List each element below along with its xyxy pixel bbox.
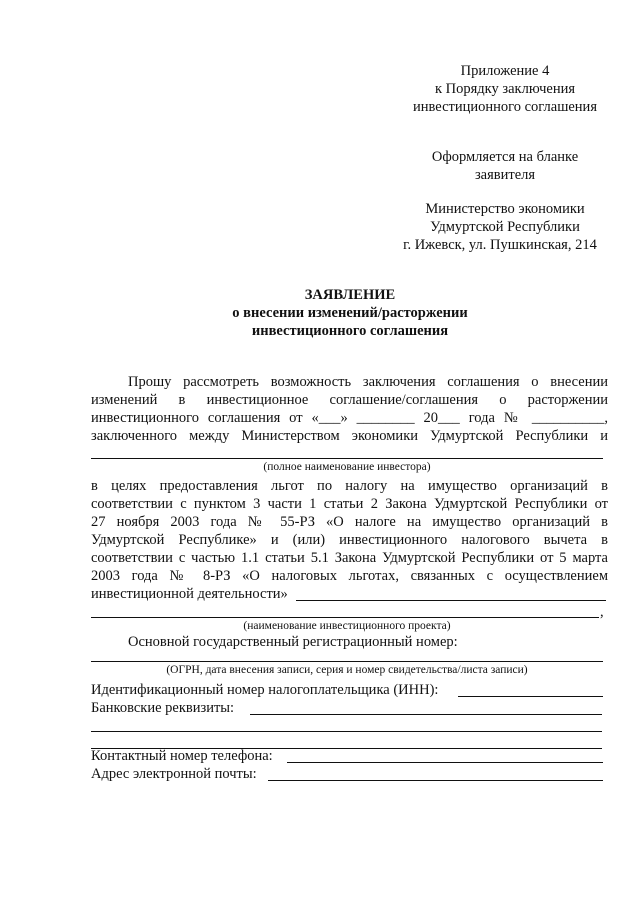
paragraph-2-line-1: в целях предоставления льгот по налогу на имущество организаций в xyxy=(91,478,608,494)
blank-note-line-2: заявителя xyxy=(474,167,536,183)
paragraph-1-line-4: заключенного между Министерством экономики Удмуртской Республики и xyxy=(91,428,608,444)
addressee-line-3: г. Ижевск, ул. Пушкинская, 214 xyxy=(403,237,597,253)
paragraph-2-line-6: 2003 года № 8-РЗ «О налоговых льготах, связанных с осуществлением xyxy=(91,568,608,584)
document-subtitle-2: инвестиционного соглашения xyxy=(251,323,449,339)
paragraph-2-line-3: 27 ноября 2003 года № 55-РЗ «О налоге на имущество организаций в xyxy=(91,514,608,530)
appendix-line-1: Приложение 4 xyxy=(460,63,550,79)
bank-details-field-1[interactable] xyxy=(250,714,602,715)
document-title: ЗАЯВЛЕНИЕ xyxy=(304,287,396,303)
paragraph-2-line-7: инвестиционной деятельности» xyxy=(91,586,288,602)
appendix-line-3: инвестиционного соглашения xyxy=(413,99,597,115)
bank-details-label: Банковские реквизиты: xyxy=(91,700,235,716)
addressee-line-1: Министерство экономики xyxy=(425,201,585,217)
phone-field[interactable] xyxy=(287,762,603,763)
document-subtitle-1: о внесении изменений/расторжении xyxy=(232,305,468,321)
paragraph-1-line-2: изменений в инвестиционное соглашение/соглашения о расторжении xyxy=(91,392,608,408)
paragraph-2-line-5: соответствии с частью 1.1 статьи 5.1 Закона Удмуртской Республики от 5 марта xyxy=(91,550,608,566)
project-name-field-1[interactable] xyxy=(296,600,606,601)
investor-name-caption: (полное наименование инвестора) xyxy=(263,461,431,473)
phone-label: Контактный номер телефона: xyxy=(91,748,273,764)
project-name-caption: (наименование инвестиционного проекта) xyxy=(243,620,451,632)
paragraph-1-line-1: Прошу рассмотреть возможность заключения соглашения о внесении xyxy=(128,374,608,390)
inn-label: Идентификационный номер налогоплательщика (ИНН): xyxy=(91,682,439,698)
project-name-field-2[interactable] xyxy=(91,617,599,618)
blank-note-line-1: Оформляется на бланке xyxy=(431,149,579,165)
comma: , xyxy=(600,604,604,620)
inn-field[interactable] xyxy=(458,696,603,697)
investor-name-field[interactable] xyxy=(91,458,603,459)
paragraph-2-line-4: Удмуртской Республике» и (или) инвестиционного налогового вычета в xyxy=(91,532,608,548)
ogrn-caption: (ОГРН, дата внесения записи, серия и номер свидетельства/листа записи) xyxy=(166,664,528,676)
email-field[interactable] xyxy=(268,780,603,781)
email-label: Адрес электронной почты: xyxy=(91,766,257,782)
addressee-line-2: Удмуртской Республики xyxy=(430,219,580,235)
ogrn-label: Основной государственный регистрационный номер: xyxy=(128,634,458,650)
paragraph-1-line-3: инвестиционного соглашения от «___» ________ 20___ года № __________, xyxy=(91,410,608,426)
bank-details-field-2[interactable] xyxy=(91,731,602,732)
paragraph-2-line-2: соответствии с пунктом 3 части 1 статьи 2 Закона Удмуртской Республики от xyxy=(91,496,608,512)
ogrn-field[interactable] xyxy=(91,661,603,662)
appendix-line-2: к Порядку заключения xyxy=(434,81,576,97)
